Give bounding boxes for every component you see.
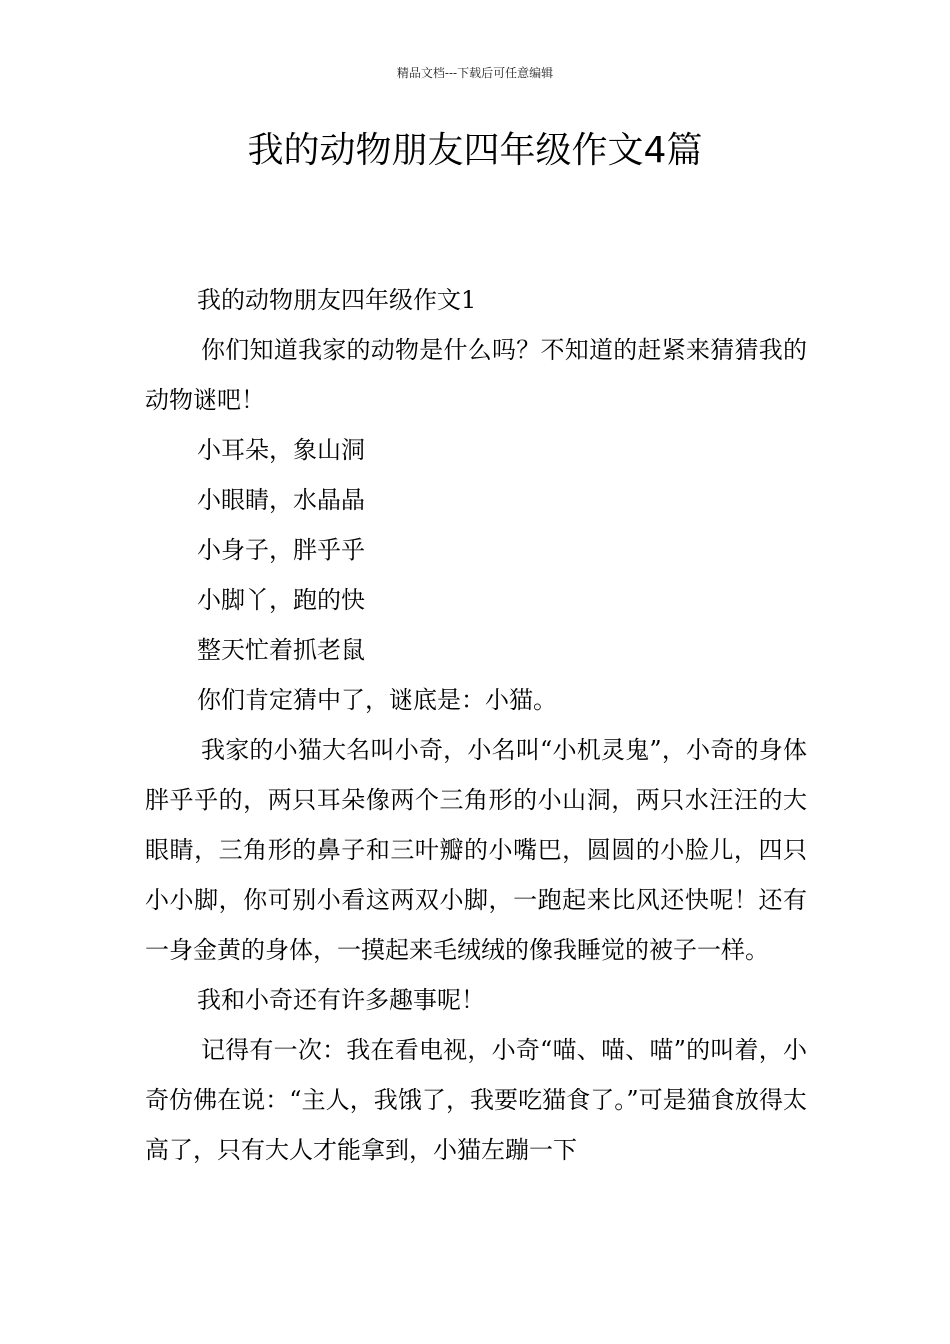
riddle-line: 小耳朵，象山洞 <box>197 436 365 464</box>
section-heading: 我的动物朋友四年级作文1 <box>197 286 477 314</box>
header-note: 精品文档---下载后可任意编辑 <box>396 66 554 80</box>
document-body <box>145 275 807 1175</box>
document-title: 我的动物朋友四年级作文4篇 <box>247 130 703 171</box>
paragraph: 我和小奇还有许多趣事呢！ <box>197 986 485 1014</box>
riddle-line: 小身子，胖乎乎 <box>197 536 365 564</box>
paragraph: 我家的小猫大名叫小奇，小名叫“小机灵鬼”，小奇的身体胖乎乎的，两只耳朵像两个三角形的小山洞，两只水汪汪的大眼睛，三角形的鼻子和三叶瓣的小嘴巴，圆圆的小脸儿，四只小小脚，你可别小看这两双小脚，一跑起来比风还快呢！还有一身金黄的身体，一摸起来毛绒绒的像我睡觉的被子一样。 <box>145 736 807 964</box>
riddle-line: 整天忙着抓老鼠 <box>197 636 365 664</box>
paragraph: 你们知道我家的动物是什么吗？不知道的赶紧来猜猜我的动物谜吧！ <box>145 336 807 414</box>
paragraph: 你们肯定猜中了，谜底是：小猫。 <box>197 686 557 714</box>
riddle-line: 小眼睛，水晶晶 <box>197 486 365 514</box>
riddle-line: 小脚丫，跑的快 <box>197 586 365 614</box>
paragraph: 记得有一次：我在看电视，小奇“喵、喵、喵”的叫着，小奇仿佛在说：“主人，我饿了，我要吃猫食了。”可是猫食放得太高了，只有大人才能拿到，小猫左蹦一下 <box>145 1036 807 1164</box>
